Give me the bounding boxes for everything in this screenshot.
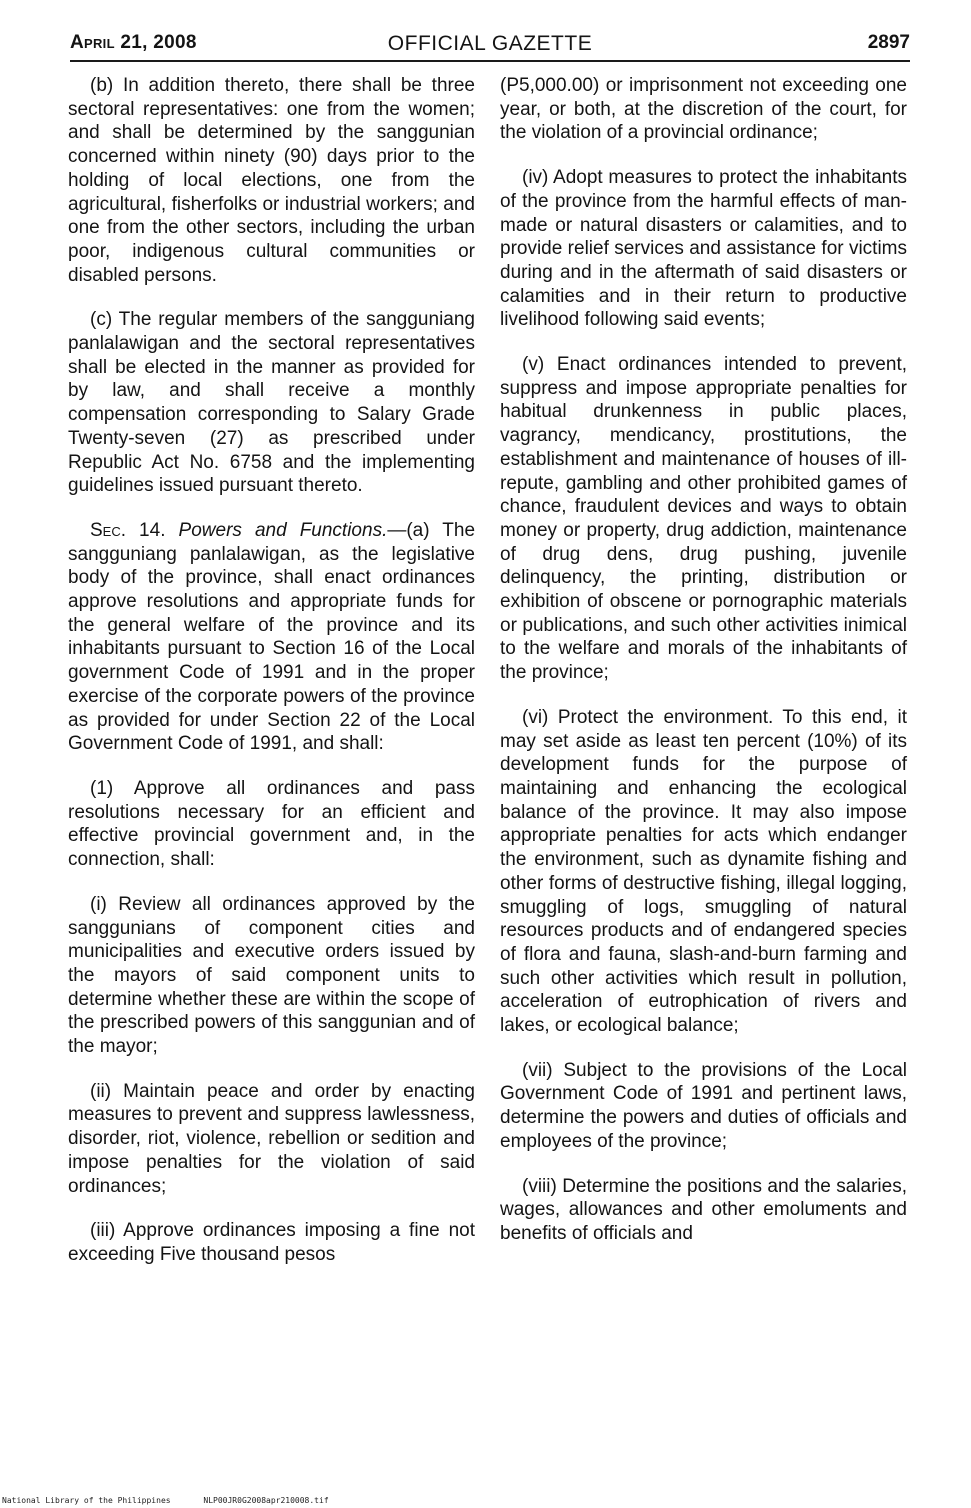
paragraph-iv: (iv) Adopt measures to protect the inhabitants of the province from the harmful effects of man-made or natural disasters or calamities, and to provide relief services and assistance for victims during and in the aftermath of said disasters or calamities and in their return to productive livelihood following said events; — [500, 167, 907, 331]
footer-filename: NLP00JR0G2008apr210008.tif — [203, 1496, 329, 1505]
paragraph-vi: (vi) Protect the environment. To this end, it may set aside as least ten percent (10%) of its development funds for the purpose of maintaining and enhancing the ecological balance of the province. It may also impose appropriate penalties for acts which endanger the environment, such as dynamite fishing and other forms of destructive fishing, illegal logging, smuggling of logs, smuggling of natural resources products and of endangered species of flora and fauna, slash-and-burn farming and such other activities which result in pollution, acceleration of eutrophication of rivers and lakes, or ecological balance; — [500, 706, 907, 1037]
section-14-title: Powers and Functions. — [178, 519, 388, 541]
paragraph-1: (1) Approve all ordinances and pass resolutions necessary for an efficient and effective provincial government and, in the connection, shall: — [68, 777, 475, 871]
header-date: April 21, 2008 — [70, 32, 197, 53]
footer-source: National Library of the Philippines — [2, 1496, 171, 1505]
section-14-body: —(a) The sangguniang panlalawigan, as the legislative body of the province, shall enact ordinances approve resolutions and appropriate funds for the general welfare of the province and its inhabitants pursuant to Section 16 of the Local government Code of 1991 and in the proper exercise of the corporate powers of the province as provided for under Section 22 of the Local Government Code of 1991, and shall: — [68, 519, 476, 755]
paragraph-viii: (viii) Determine the positions and the salaries, wages, allowances and other emoluments and benefits of officials and — [500, 1175, 907, 1244]
left-column — [68, 74, 475, 1288]
paragraph-b: (b) In addition thereto, there shall be three sectoral representatives: one from the women; and shall be determined by the sanggunian concerned within ninety (90) days prior to the holding of local elections, one from the agricultural, fisherfolks or industrial workers; and one from the other sectors, including the urban poor, indigenous cultural communities or disabled persons. — [68, 75, 475, 286]
paragraph-c: (c) The regular members of the sangguniang panlalawigan and the sectoral representatives shall be elected in the manner as provided for by law, and shall receive a monthly compensation corresponding to Salary Grade Twenty-seven (27) as prescribed under Republic Act No. 6758 and the implementing guidelines issued pursuant thereto. — [68, 309, 475, 497]
paragraph-ii: (ii) Maintain peace and order by enacting measures to prevent and suppress lawlessness, disorder, riot, violence, rebellion or sedition and impose penalties for the violation of said ordinances; — [68, 1080, 475, 1197]
paragraph-iii-continued: (P5,000.00) or imprisonment not exceeding one year, or both, at the discretion of the court, for the violation of a provincial ordinance; — [500, 75, 907, 144]
page-header — [70, 30, 910, 62]
section-14-paragraph — [68, 519, 475, 756]
paragraph-i: (i) Review all ordinances approved by the sanggunians of component cities and municipalities and executive orders issued by the mayors of said component units to determine whether these are within the scope of the prescribed powers of this sanggunian and of the mayor; — [68, 893, 475, 1058]
publication-title: OFFICIAL GAZETTE — [387, 32, 593, 55]
scan-footer — [2, 1496, 357, 1505]
paragraph-iii: (iii) Approve ordinances imposing a fine not exceeding Five thousand pesos — [68, 1220, 475, 1265]
paragraph-vii: (vii) Subject to the provisions of the Local Government Code of 1991 and pertinent laws, determine the powers and duties of officials and employees of the province; — [500, 1059, 907, 1152]
paragraph-v: (v) Enact ordinances intended to prevent, suppress and impose appropriate penalties for habitual drunkenness in public places, vagrancy, mendicancy, prostitutions, the establishment and maintenance of houses of ill-repute, gambling and other prohibited games of chance, fraudulent devices and ways to obtain money or property, drug addiction, maintenance of drug dens, drug pushing, juvenile delinquency, the printing, distribution or exhibition of obscene or pornographic materials or publications, and such other activities inimical to the welfare and morals of the inhabitants of the province; — [500, 354, 907, 684]
right-column — [500, 74, 907, 1267]
page-number: 2897 — [867, 32, 910, 53]
section-14-label: Sec. 14. — [90, 519, 166, 541]
